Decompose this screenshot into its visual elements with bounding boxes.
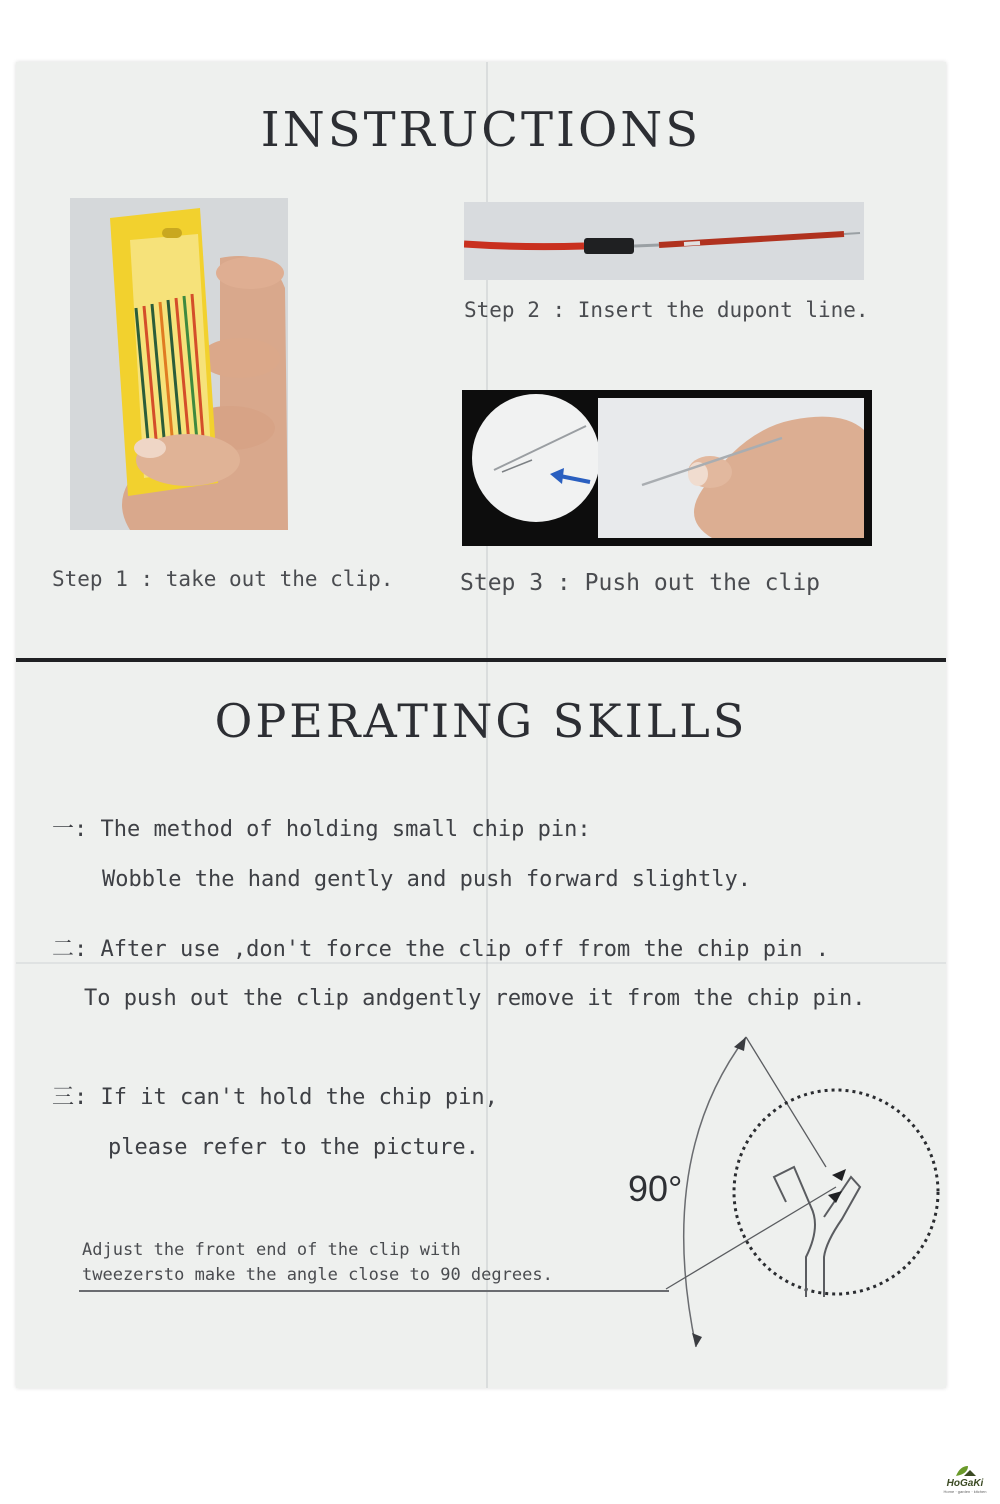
adjust-note-line1: Adjust the front end of the clip with xyxy=(82,1240,461,1260)
push-clip-illustration xyxy=(462,390,872,546)
dupont-wire-illustration xyxy=(464,202,864,280)
step2-caption: Step 2 : Insert the dupont line. xyxy=(464,298,869,322)
brand-name: HoGaKi xyxy=(946,1478,984,1489)
step2-photo xyxy=(464,202,864,280)
angle-diagram xyxy=(646,1027,946,1387)
section-divider xyxy=(16,658,946,662)
operating-skills-title: OPERATING SKILLS xyxy=(214,694,748,748)
adjust-note-line2: tweezersto make the angle close to 90 degrees. xyxy=(82,1265,553,1285)
leaf-house-icon xyxy=(954,1464,976,1478)
note-underline xyxy=(79,1290,669,1292)
instruction-sheet xyxy=(16,62,946,1388)
skill1-detail: Wobble the hand gently and push forward slightly. xyxy=(102,867,752,892)
instructions-title: INSTRUCTIONS xyxy=(260,102,702,158)
skill3-heading: 三: If it can't hold the chip pin, xyxy=(52,1085,498,1110)
skill2-heading: 二: After use ,don't force the clip off from the chip pin . xyxy=(52,937,829,962)
angle-label: 90° xyxy=(628,1168,683,1209)
skill2-detail: To push out the clip andgently remove it from the chip pin. xyxy=(84,986,866,1011)
step3-caption: Step 3 : Push out the clip xyxy=(460,570,821,596)
adjust-note xyxy=(82,1238,553,1288)
step1-photo xyxy=(70,198,288,530)
brand-logo xyxy=(936,1462,994,1502)
skill3-detail: please refer to the picture. xyxy=(108,1135,479,1160)
skill1-heading: 一: The method of holding small chip pin: xyxy=(52,817,591,842)
brand-tagline: Home · garden · kitchen xyxy=(943,1489,987,1494)
clip-box-illustration xyxy=(70,198,288,530)
step1-caption: Step 1 : take out the clip. xyxy=(52,567,394,591)
step3-photo xyxy=(462,390,872,546)
